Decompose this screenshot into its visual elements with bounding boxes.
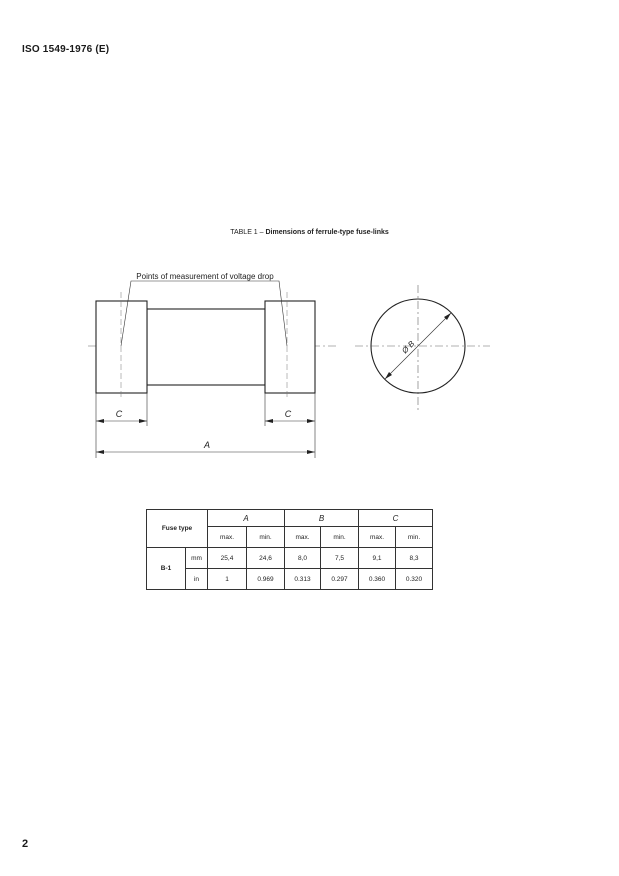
arrowhead — [96, 419, 104, 423]
page-number: 2 — [22, 838, 29, 850]
sub-header: min. — [396, 527, 433, 548]
arrowhead — [307, 450, 315, 454]
dim-header-b: B — [285, 510, 359, 527]
value-cell: 25,4 — [208, 548, 247, 569]
sub-header: max. — [285, 527, 321, 548]
table-row — [147, 569, 433, 590]
document-header: ISO 1549-1976 (E) — [22, 44, 110, 55]
value-cell: 0.360 — [359, 569, 396, 590]
caption-title: Dimensions of ferrule-type fuse-links — [265, 229, 389, 236]
sub-header: max. — [359, 527, 396, 548]
unit-cell: in — [186, 569, 208, 590]
dim-header-a: A — [208, 510, 285, 527]
value-cell: 24,6 — [247, 548, 285, 569]
annotation-text: Points of measurement of voltage drop — [136, 272, 274, 281]
table-row — [147, 548, 433, 569]
label-a: A — [203, 440, 211, 450]
value-cell: 7,5 — [321, 548, 359, 569]
sub-header: min. — [321, 527, 359, 548]
label-c-left: C — [115, 409, 123, 419]
value-cell: 8,3 — [396, 548, 433, 569]
sub-header: min. — [247, 527, 285, 548]
dimensions-table — [146, 509, 433, 590]
unit-cell: mm — [186, 548, 208, 569]
value-cell: 0.297 — [321, 569, 359, 590]
label-c-right: C — [284, 409, 292, 419]
value-cell: 0.313 — [285, 569, 321, 590]
arrowhead — [139, 419, 147, 423]
arrowhead — [307, 419, 315, 423]
value-cell: 0.320 — [396, 569, 433, 590]
sub-header: max. — [208, 527, 247, 548]
fuse-type-header: Fuse type — [147, 510, 208, 548]
right-cap — [265, 301, 315, 393]
caption-prefix: TABLE 1 – — [230, 229, 266, 236]
dim-header-c: C — [359, 510, 433, 527]
value-cell: 8,0 — [285, 548, 321, 569]
arrowhead — [96, 450, 104, 454]
fuse-type-cell: B-1 — [147, 548, 186, 590]
label-b: Ø B — [400, 339, 417, 356]
left-cap — [96, 301, 147, 393]
arrowhead — [265, 419, 273, 423]
value-cell: 9,1 — [359, 548, 396, 569]
fuse-body — [147, 309, 265, 385]
value-cell: 0.969 — [247, 569, 285, 590]
value-cell: 1 — [208, 569, 247, 590]
